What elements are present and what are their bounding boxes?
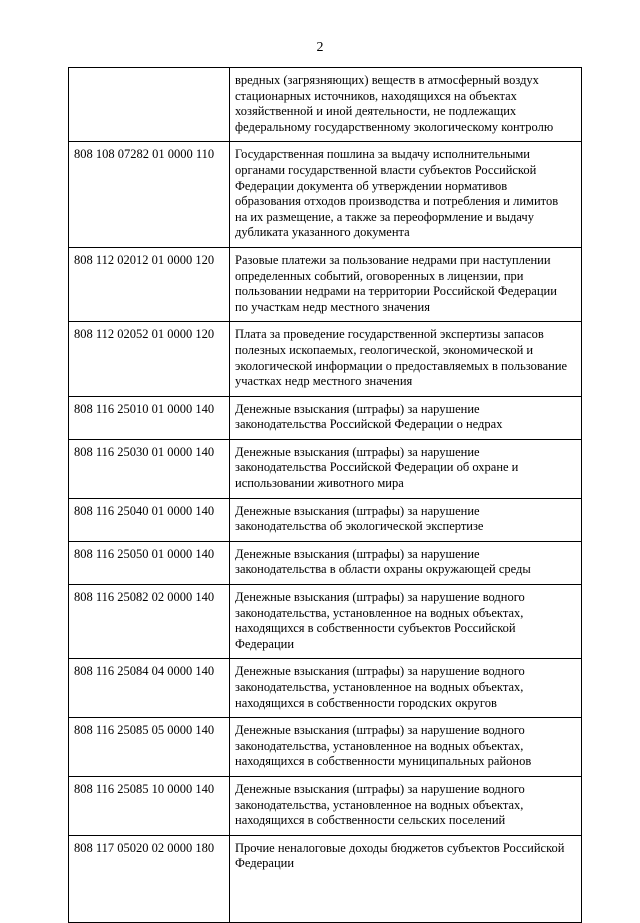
table-row <box>69 68 582 142</box>
table-row <box>69 718 582 777</box>
code-cell: 808 116 25030 01 0000 140 <box>69 439 230 498</box>
description-line: по участкам недр местного значения <box>235 299 430 314</box>
description-line: законодательства об экологической экспертизе <box>235 519 484 534</box>
table-row <box>69 322 582 396</box>
description-line: Денежные взыскания (штрафы) за нарушение <box>235 503 480 518</box>
description-line: Денежные взыскания (штрафы) за нарушение водного <box>235 723 525 738</box>
table-row <box>69 142 582 248</box>
table-row <box>69 835 582 922</box>
description-line: Прочие неналоговые доходы бюджетов субъектов Российской <box>235 840 565 855</box>
budget-codes-table <box>68 67 582 923</box>
code-cell: 808 116 25040 01 0000 140 <box>69 498 230 541</box>
description-line: использовании животного мира <box>235 476 404 491</box>
description-line: законодательства Российской Федерации о недрах <box>235 417 503 432</box>
description-line: хозяйственной и иной деятельности, не подлежащих <box>235 104 517 119</box>
table-row <box>69 659 582 718</box>
code-cell: 808 116 25050 01 0000 140 <box>69 541 230 584</box>
description-line: пользовании недрами на территории Российской Федерации <box>235 284 557 299</box>
description-cell <box>230 396 582 439</box>
description-cell <box>230 498 582 541</box>
code-cell: 808 116 25085 05 0000 140 <box>69 718 230 777</box>
description-cell <box>230 541 582 584</box>
description-line: Федерации <box>235 636 295 651</box>
description-line: федеральному государственному экологическому контролю <box>235 119 554 134</box>
code-cell: 808 108 07282 01 0000 110 <box>69 142 230 248</box>
table-row <box>69 396 582 439</box>
description-line: законодательства в области охраны окружающей среды <box>235 562 531 577</box>
table-row <box>69 439 582 498</box>
table-row <box>69 498 582 541</box>
description-cell <box>230 68 582 142</box>
description-cell <box>230 439 582 498</box>
description-cell <box>230 142 582 248</box>
description-line: Федерации документа об утверждении нормативов <box>235 178 508 193</box>
description-line: Разовые платежи за пользование недрами при наступлении <box>235 252 551 267</box>
description-cell <box>230 835 582 922</box>
description-line: на их размещение, а также за переоформление и выдачу <box>235 209 534 224</box>
description-line: законодательства Российской Федерации об охране и <box>235 460 519 475</box>
code-cell <box>69 68 230 142</box>
description-line: законодательства, установленное на водных объектах, <box>235 680 524 694</box>
description-line: Государственная пошлина за выдачу исполнительными <box>235 147 530 162</box>
description-line: экологической информации о предоставляемых в пользование <box>235 358 568 373</box>
code-cell: 808 112 02012 01 0000 120 <box>69 247 230 321</box>
table-row <box>69 776 582 835</box>
table-row <box>69 247 582 321</box>
description-line: Денежные взыскания (штрафы) за нарушение водного <box>235 590 525 605</box>
page-number: 2 <box>316 40 324 55</box>
code-cell: 808 117 05020 02 0000 180 <box>69 835 230 922</box>
description-line: участках недр местного значения <box>235 374 413 389</box>
description-line: образования отходов производства и потребления и лимитов <box>235 194 559 209</box>
description-cell <box>230 659 582 718</box>
description-line: законодательства, установленное на водных объектах, <box>235 738 524 753</box>
description-line: органами государственной власти субъектов Российской <box>235 162 537 177</box>
description-line: Денежные взыскания (штрафы) за нарушение <box>235 546 480 561</box>
description-cell <box>230 247 582 321</box>
table-row <box>69 585 582 659</box>
description-cell <box>230 322 582 396</box>
code-cell: 808 116 25010 01 0000 140 <box>69 396 230 439</box>
description-line: находящихся в собственности субъектов Российской <box>235 621 516 636</box>
code-cell: 808 116 25082 02 0000 140 <box>69 585 230 659</box>
description-line: Денежные взыскания (штрафы) за нарушение водного <box>235 781 525 796</box>
code-cell: 808 116 25085 10 0000 140 <box>69 776 230 835</box>
description-line: находящихся в собственности городских округов <box>235 695 497 710</box>
description-line: дубликата указанного документа <box>235 225 410 240</box>
description-line: полезных ископаемых, геологической, экономической и <box>235 342 534 357</box>
description-line: стационарных источников, находящихся на объектах <box>235 88 517 103</box>
description-line: Плата за проведение государственной экспертизы запасов <box>235 327 544 342</box>
description-line: Денежные взыскания (штрафы) за нарушение <box>235 444 480 459</box>
description-line: Денежные взыскания (штрафы) за нарушение водного <box>235 664 525 679</box>
description-line: находящихся в собственности сельских поселений <box>235 813 506 828</box>
code-cell: 808 112 02052 01 0000 120 <box>69 322 230 396</box>
table-row <box>69 541 582 584</box>
description-cell <box>230 776 582 835</box>
code-cell: 808 116 25084 04 0000 140 <box>69 659 230 718</box>
description-line: законодательства, установленное на водных объектах, <box>235 605 524 620</box>
description-line: вредных (загрязняющих) веществ в атмосферный воздух <box>235 73 539 87</box>
description-line: определенных событий, оговоренных в лицензии, при <box>235 268 524 283</box>
description-line: находящихся в собственности муниципальных районов <box>235 754 532 769</box>
description-line: законодательства, установленное на водных объектах, <box>235 797 524 812</box>
description-cell <box>230 718 582 777</box>
description-line: Федерации <box>235 856 295 871</box>
description-line: Денежные взыскания (штрафы) за нарушение <box>235 401 480 416</box>
description-cell <box>230 585 582 659</box>
